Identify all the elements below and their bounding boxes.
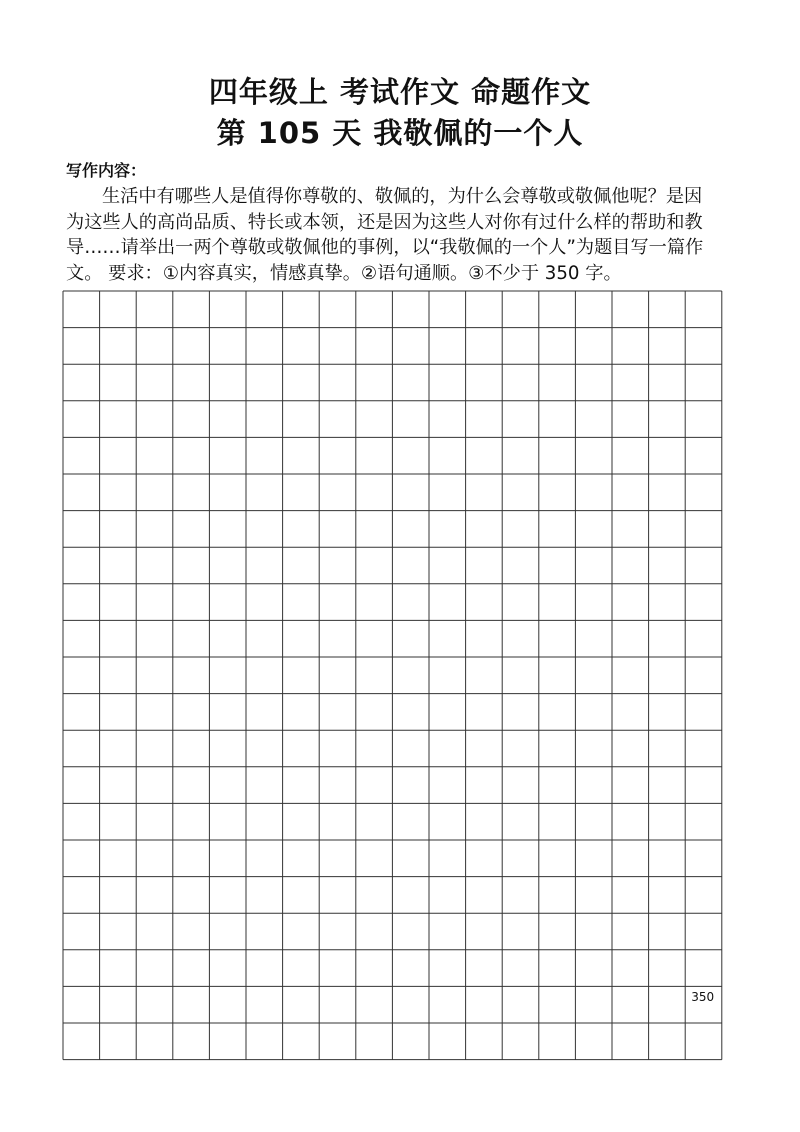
prompt-line: 文。 要求：①内容真实，情感真挚。②语句通顺。③不少于 350 字。	[66, 262, 622, 284]
prompt-line: 为这些人的高尚品质、特长或本领，还是因为这些人对你有过什么样的帮助和教	[66, 211, 703, 233]
word-count-marker: 350	[691, 990, 715, 1005]
writing-prompt	[66, 184, 746, 286]
writing-grid[interactable]	[62, 290, 724, 1062]
prompt-line: 生活中有哪些人是值得你尊敬的、敬佩的，为什么会尊敬或敬佩他呢？是因	[102, 186, 703, 207]
page-title: 四年级上 考试作文 命题作文	[208, 75, 592, 109]
section-label: 写作内容：	[66, 161, 147, 180]
page-subtitle: 第 105 天 我敬佩的一个人	[216, 116, 584, 150]
prompt-line: 导……请举出一两个尊敬或敬佩他的事例，以“我敬佩的一个人”为题目写一篇作	[66, 237, 704, 258]
